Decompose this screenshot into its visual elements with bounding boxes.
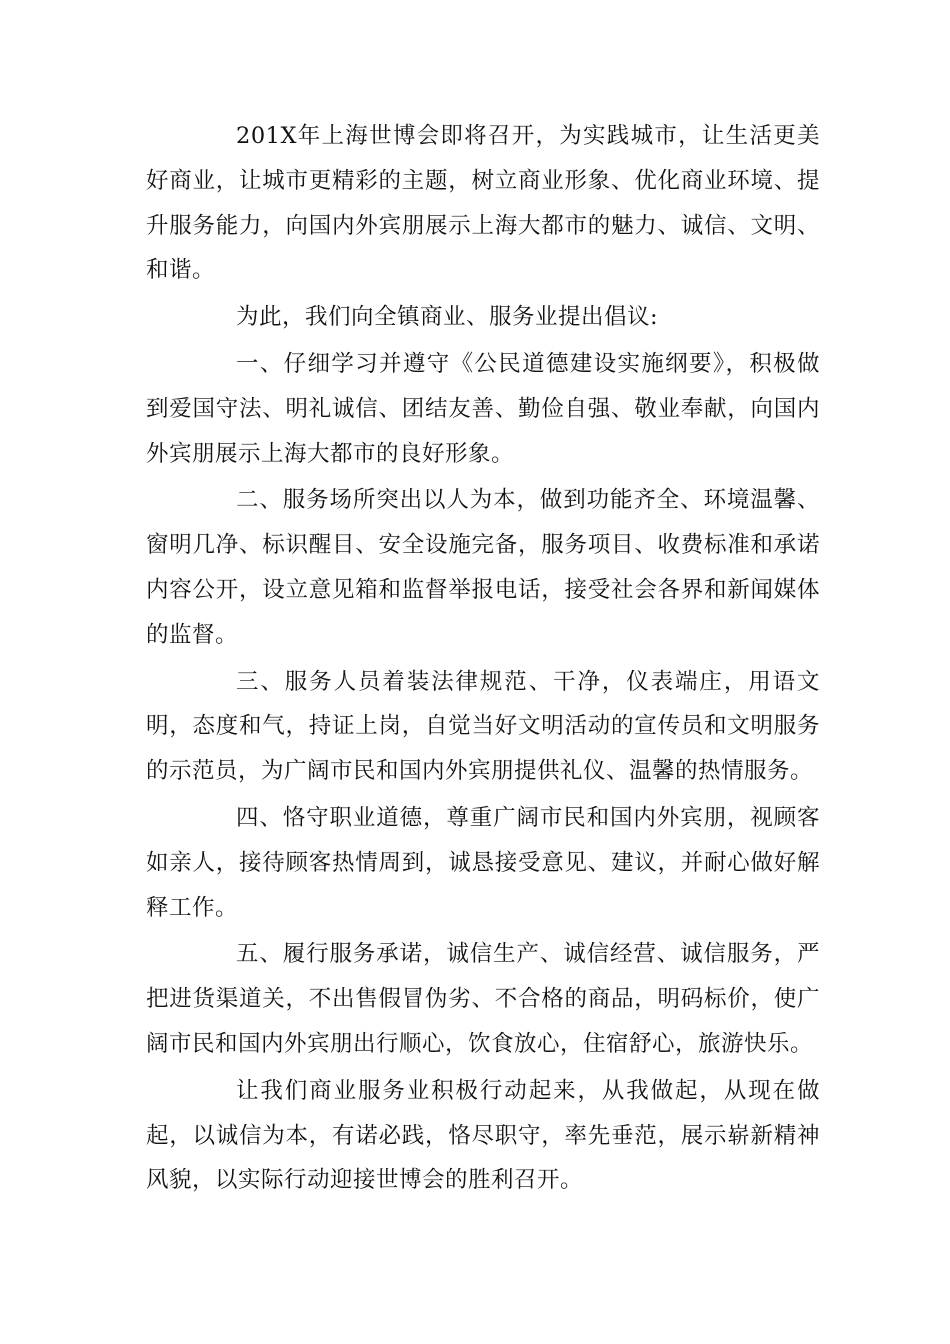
paragraph-item-4: 四、恪守职业道德，尊重广阔市民和国内外宾朋，视顾客如亲人，接待顾客热情周到，诚恳接受意见、建议，并耐心做好解释工作。: [146, 804, 820, 921]
paragraph-proposal-lead: 为此，我们向全镇商业、服务业提出倡议:: [236, 304, 659, 331]
paragraph-item-2: 二、服务场所突出以人为本，做到功能齐全、环境温馨、窗明几净、标识醒目、安全设施完备，服务项目、收费标准和承诺内容公开，设立意见箱和监督举报电话，接受社会各界和新闻媒体的监督。: [146, 487, 820, 648]
paragraph-item-5: 五、履行服务承诺，诚信生产、诚信经营、诚信服务，严把进货渠道关，不出售假冒伪劣、不合格的商品，明码标价，使广阔市民和国内外宾朋出行顺心，饮食放心，住宿舒心，旅游快乐。: [146, 941, 820, 1057]
document-body: [146, 114, 820, 1205]
paragraph-intro: 201X年上海世博会即将召开，为实践城市，让生活更美好商业，让城市更精彩的主题，树立商业形象、优化商业环境、提升服务能力，向国内外宾朋展示上海大都市的魅力、诚信、文明、和谐。: [146, 123, 820, 284]
paragraph-item-3: 三、服务人员着装法律规范、干净，仪表端庄，用语文明，态度和气，持证上岗，自觉当好文明活动的宣传员和文明服务的示范员，为广阔市民和国内外宾朋提供礼仪、温馨的热情服务。: [146, 668, 820, 785]
paragraph-closing: 让我们商业服务业积极行动起来，从我做起，从现在做起，以诚信为本，有诺必践，恪尽职守，率先垂范，展示崭新精神风貌，以实际行动迎接世博会的胜利召开。: [146, 1077, 820, 1194]
paragraph-item-1: 一、仔细学习并遵守《公民道德建设实施纲要》，积极做到爱国守法、明礼诚信、团结友善、勤俭自强、敬业奉献，向国内外宾朋展示上海大都市的良好形象。: [146, 350, 820, 467]
